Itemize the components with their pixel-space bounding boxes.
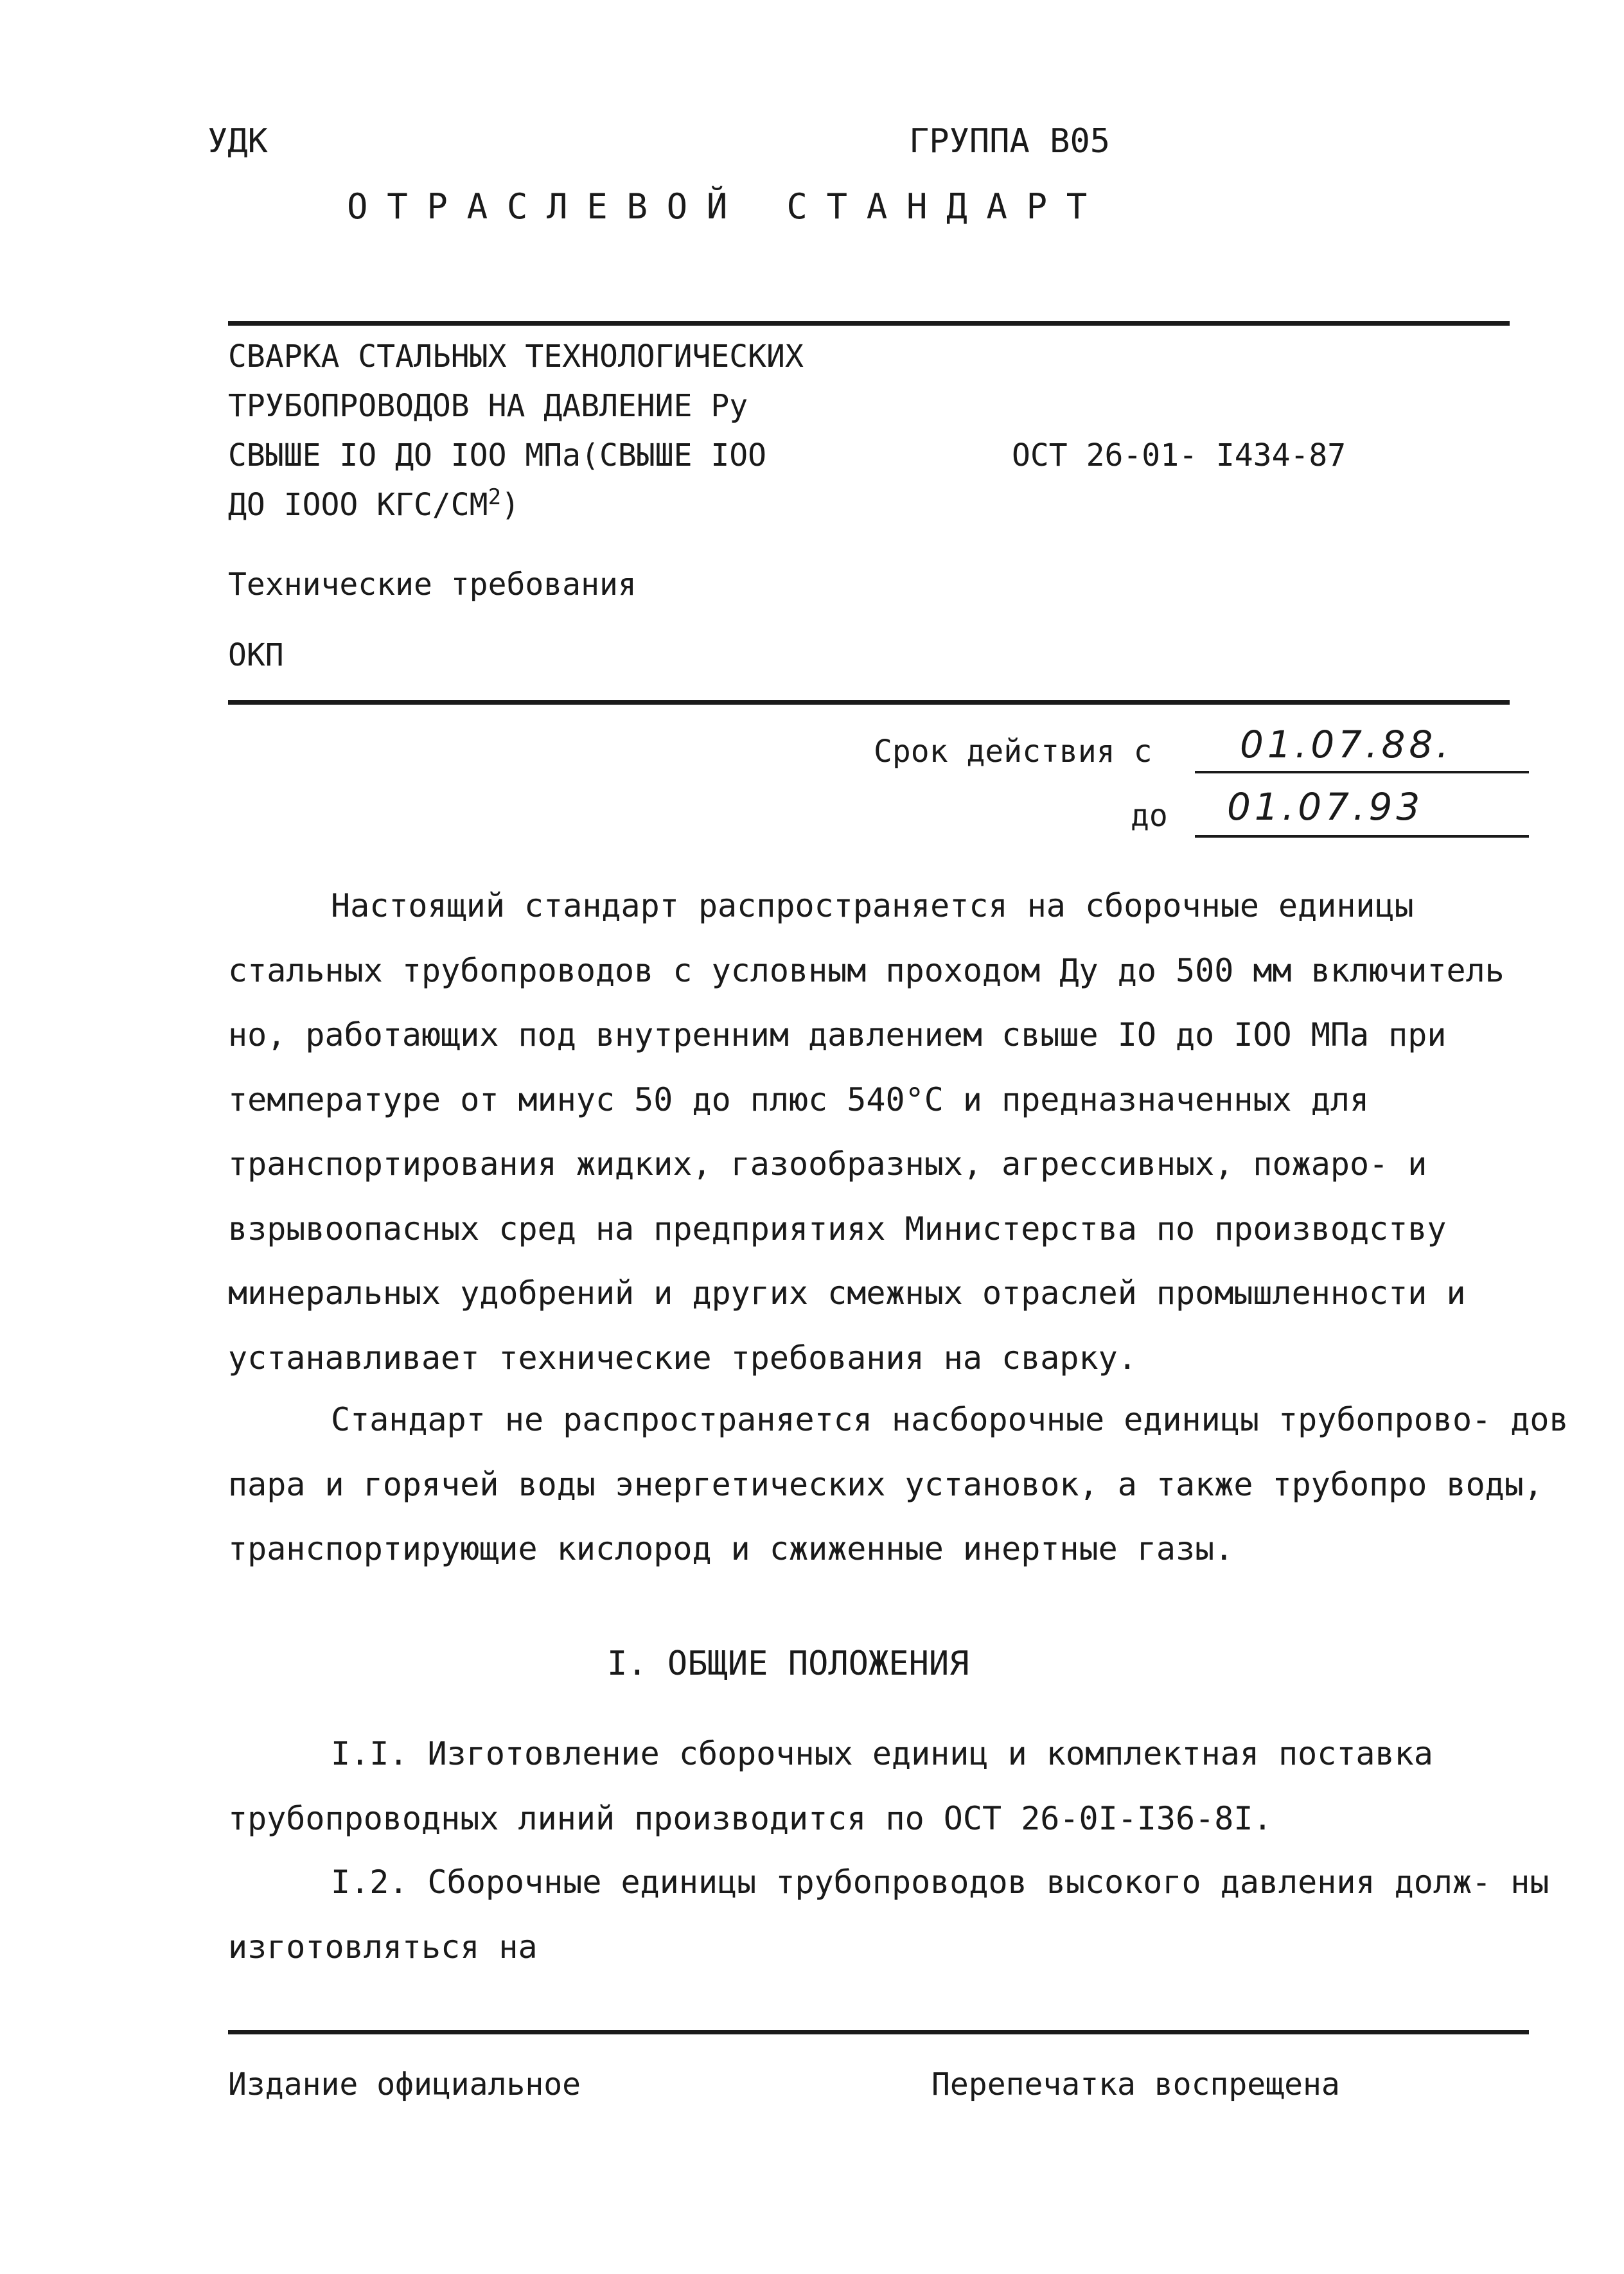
validity-from-underline <box>1195 771 1529 773</box>
group-label: ГРУППА В05 <box>909 122 1111 161</box>
validity-from-value: 01.07.88. <box>1240 723 1452 766</box>
udk-label: УДК <box>207 122 268 161</box>
standard-type-heading: ОТРАСЛЕВОЙ СТАНДАРТ <box>347 186 1107 227</box>
top-rule <box>228 321 1510 326</box>
paragraph-scope: Настоящий стандарт распространяется на сборочные единицы стальных трубопроводов с условным проходом Ду до 500 мм включитель но, работающих под внутренним давлением свыше IO до IOO МПа при температуре от минус 50 до плюс 540°С и предназначенных для транспортирования жидких, газообразных, агрессивных, пожаро- и взрывоопасных сред на предприятиях Министерства по производству минеральных удобрений и других смежных отраслей промышленности и устанавливает технические требования на сварку. <box>228 887 1505 1377</box>
title-line-2: ТРУБОПРОВОДОВ НА ДАВЛЕНИЕ Ру <box>228 388 748 424</box>
title-superscript: 2 <box>488 484 502 510</box>
paragraph-exclusions: Стандарт не распространяется насборочные единицы трубопрово- дов пара и горячей воды энергетических установок, а также трубопро воды, транспортирующие кислород и сжиженные инертные газы. <box>228 1401 1569 1567</box>
middle-rule <box>228 700 1510 705</box>
section-heading: I. ОБЩИЕ ПОЛОЖЕНИЯ <box>607 1644 969 1683</box>
validity-to-label: до <box>1131 798 1168 834</box>
bottom-rule <box>228 2030 1529 2034</box>
clause-1-1: I.I. Изготовление сборочных единиц и комплектная поставка трубопроводных линий производится по ОСТ 26-0I-I36-8I. <box>228 1735 1433 1837</box>
okp-label: ОКП <box>228 637 284 673</box>
title-line-1: СВАРКА СТАЛЬНЫХ ТЕХНОЛОГИЧЕСКИХ <box>228 339 804 375</box>
title-line-3: СВЫШЕ IO ДО IOO МПа(СВЫШЕ IOO <box>228 437 767 473</box>
validity-from-label: Срок действия с <box>874 734 1152 770</box>
clause-1-2: I.2. Сборочные единицы трубопроводов высокого давления долж- ны изготовляться на <box>228 1864 1549 1966</box>
footer-official-edition: Издание официальное <box>228 2067 581 2102</box>
title-line-4: ДО IOOO КГС/$СМ^2$) <box>228 484 520 523</box>
standard-designation: ОСТ 26-01- I434-87 <box>1012 437 1346 473</box>
footer-reprint-prohibited: Перепечатка воспрещена <box>931 2067 1340 2102</box>
subtitle: Технические требования <box>228 567 637 603</box>
validity-to-underline <box>1195 835 1529 838</box>
validity-to-value: 01.07.93 <box>1227 785 1424 829</box>
